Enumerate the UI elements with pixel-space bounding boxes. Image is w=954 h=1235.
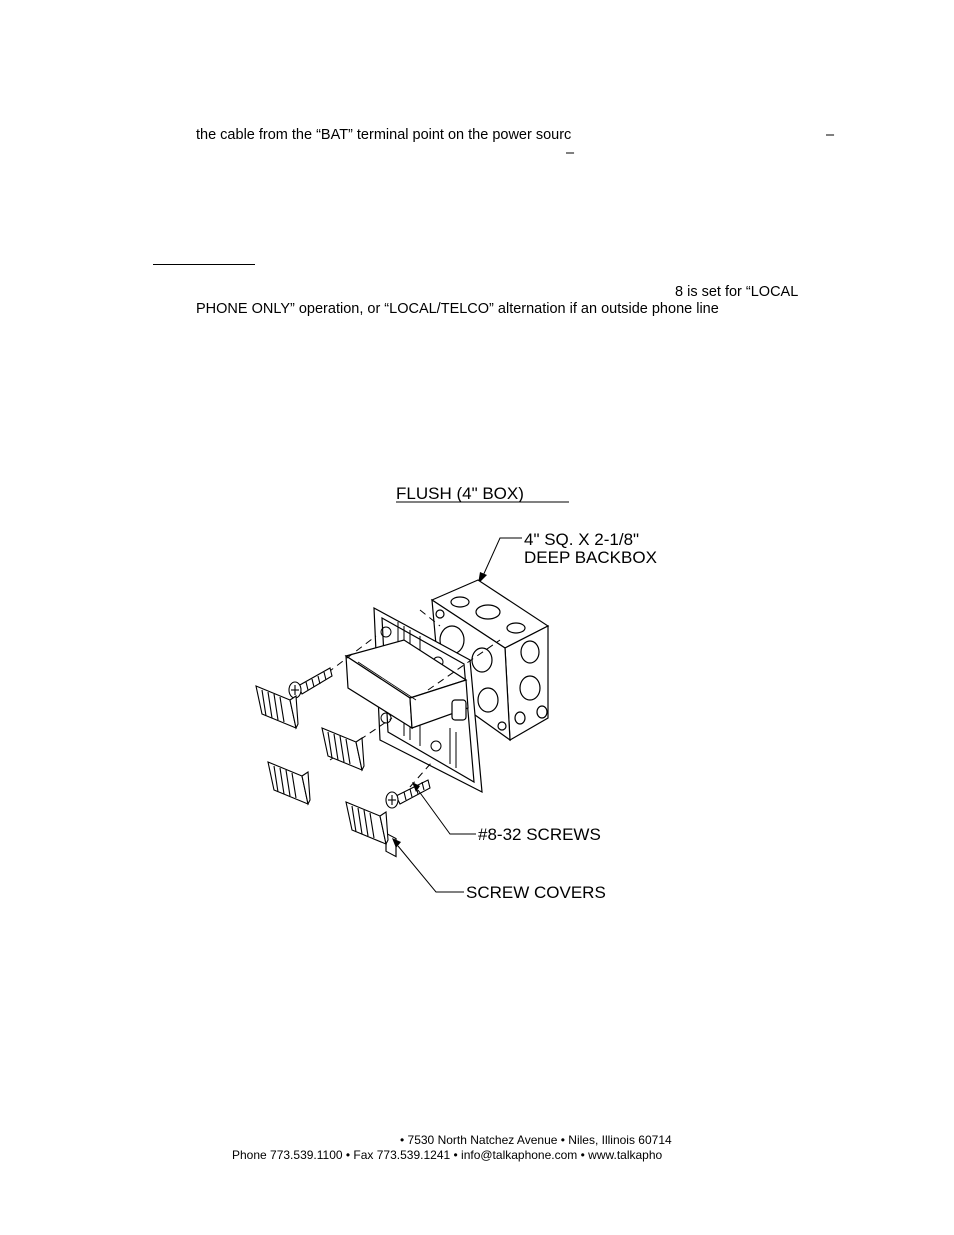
body-line-2: 8 is set for “LOCAL [675, 284, 799, 300]
screws-label: #8-32 SCREWS [478, 825, 601, 844]
screw-cover-4 [346, 802, 388, 844]
figure-title: FLUSH (4" BOX) [396, 484, 524, 503]
footer-address: • 7530 North Natchez Avenue • Niles, Illinois 60714 [400, 1133, 672, 1147]
backbox-label-1: 4" SQ. X 2-1/8" [524, 530, 640, 549]
backbox-leader [482, 538, 522, 578]
screw-cover-2 [322, 728, 364, 770]
dash-2: – [566, 145, 575, 161]
covers-leader [398, 846, 464, 892]
screws-leader [418, 790, 476, 834]
screw-cover-3 [268, 762, 310, 804]
body-line-3: PHONE ONLY” operation, or “LOCAL/TELCO” alternation if an outside phone line [196, 301, 719, 317]
backbox-label-2: DEEP BACKBOX [524, 548, 657, 567]
dash-1: – [826, 127, 835, 143]
body-line-1: the cable from the “BAT” terminal point on the power sourc [196, 127, 572, 143]
screw-upper [289, 668, 332, 698]
footer-contact: Phone 773.539.1100 • Fax 773.539.1241 • info@talkaphone.com • www.talkapho [232, 1148, 663, 1162]
screw-lower [386, 780, 430, 808]
covers-label: SCREW COVERS [466, 883, 606, 902]
